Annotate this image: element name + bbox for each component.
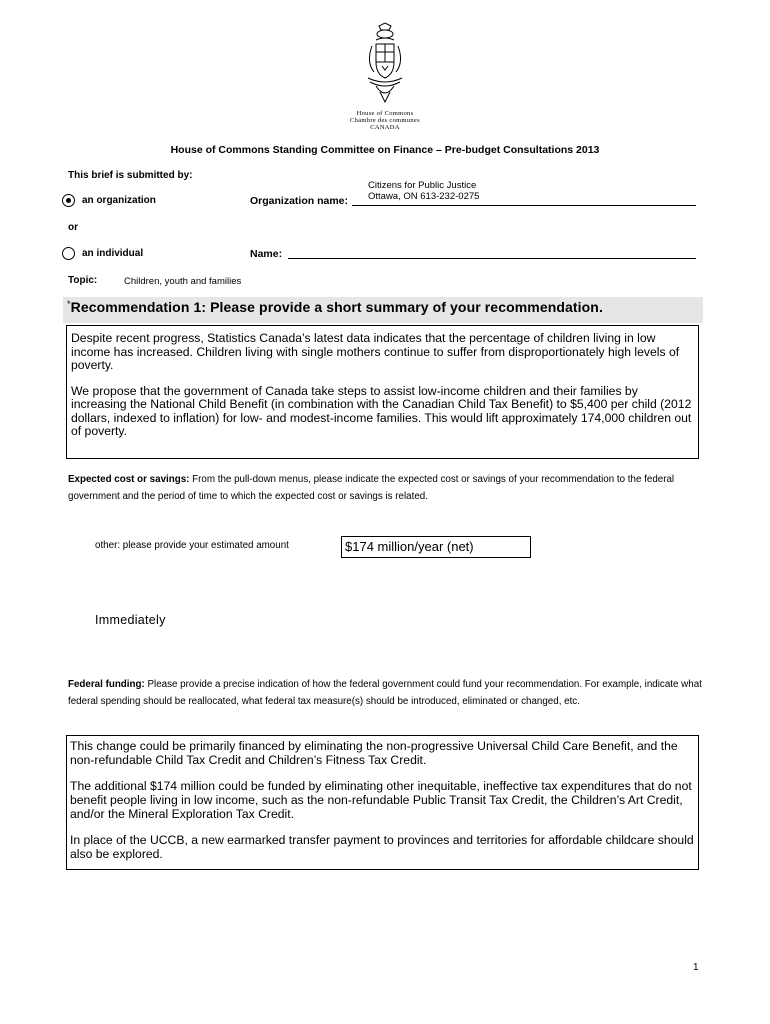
page-number: 1 <box>693 962 699 973</box>
organization-name-line <box>352 205 696 206</box>
topic-value[interactable]: Children, youth and families <box>124 276 242 287</box>
organization-name-value: Citizens for Public Justice <box>368 180 477 191</box>
name-label: Name: <box>250 248 283 260</box>
crest-line-1: House of Commons <box>356 110 414 117</box>
name-field[interactable] <box>288 258 696 259</box>
organization-name-label: Organization name: <box>250 195 349 207</box>
federal-funding-description: Please provide a precise indication of how the federal government could fund your recommendation. For example, indicate what federal spending should be reallocated, what federal tax measure(s) should be introduced, eliminated or changed, etc. <box>68 679 702 707</box>
organization-option-label: an organization <box>82 195 156 206</box>
organization-radio[interactable] <box>62 194 75 207</box>
crest-caption <box>330 110 440 131</box>
recommendation-textbox[interactable] <box>66 325 699 459</box>
recommendation-title-text: Recommendation 1: Please provide a short summary of your recommendation. <box>70 299 603 315</box>
individual-radio[interactable] <box>62 247 75 260</box>
topic-label: Topic: <box>68 275 98 286</box>
or-separator: or <box>68 222 78 233</box>
recommendation-paragraph-1: Despite recent progress, Statistics Canada’s latest data indicates that the percentage of children living in low income has increased. Children living with single mothers continue to suffer from disproportionately high levels of poverty. <box>71 331 680 372</box>
organization-name-field[interactable] <box>368 180 479 202</box>
required-asterisk: * <box>67 299 71 309</box>
recommendation-title <box>67 299 603 315</box>
submitted-by-heading: This brief is submitted by: <box>68 170 193 181</box>
crest-line-3: CANADA <box>370 124 400 131</box>
organization-contact-value: Ottawa, ON 613-232-0275 <box>368 191 480 202</box>
funding-paragraph-2: The additional $174 million could be funded by eliminating other inequitable, ineffective tax expenditures that do not benefit people living in low income, such as the non-refundable Public Transit Tax Credit, the Children’s Art Credit, and/or the Mineral Exploration Tax Credit. <box>70 779 692 821</box>
estimated-amount-field[interactable]: $174 million/year (net) <box>341 536 531 558</box>
individual-option-label: an individual <box>82 248 144 259</box>
document-title: House of Commons Standing Committee on Finance – Pre-budget Consultations 2013 <box>170 144 600 156</box>
federal-funding-textbox[interactable] <box>66 735 699 870</box>
coat-of-arms-icon <box>362 22 408 104</box>
expected-cost-description: From the pull-down menus, please indicate the expected cost or savings of your recommendation to the federal government and the period of time to which the expected cost or savings is related. <box>68 474 675 502</box>
crest-line-2: Chambre des communes <box>350 117 420 124</box>
federal-funding-instructions <box>68 676 708 710</box>
funding-paragraph-3: In place of the UCCB, a new earmarked transfer payment to provinces and territories for affordable childcare should also be explored. <box>70 833 694 861</box>
other-amount-label: other: please provide your estimated amount <box>95 540 289 551</box>
federal-funding-label: Federal funding: <box>68 679 145 690</box>
time-period-dropdown[interactable]: Immediately <box>95 613 166 627</box>
expected-cost-instructions <box>68 471 708 505</box>
funding-paragraph-1: This change could be primarily financed by eliminating the non-progressive Universal Child Care Benefit, and the non-refundable Child Tax Credit and Children’s Fitness Tax Credit. <box>70 739 678 767</box>
expected-cost-label: Expected cost or savings: <box>68 474 190 485</box>
recommendation-paragraph-2: We propose that the government of Canada take steps to assist low-income children and their families by increasing the National Child Benefit (in combination with the Canadian Child Tax Benefit) to $5,400 per child (2012 dollars, indexed to inflation) for low- and modest-income families. This would lift approximately 174,000 children out of poverty. <box>71 383 692 438</box>
